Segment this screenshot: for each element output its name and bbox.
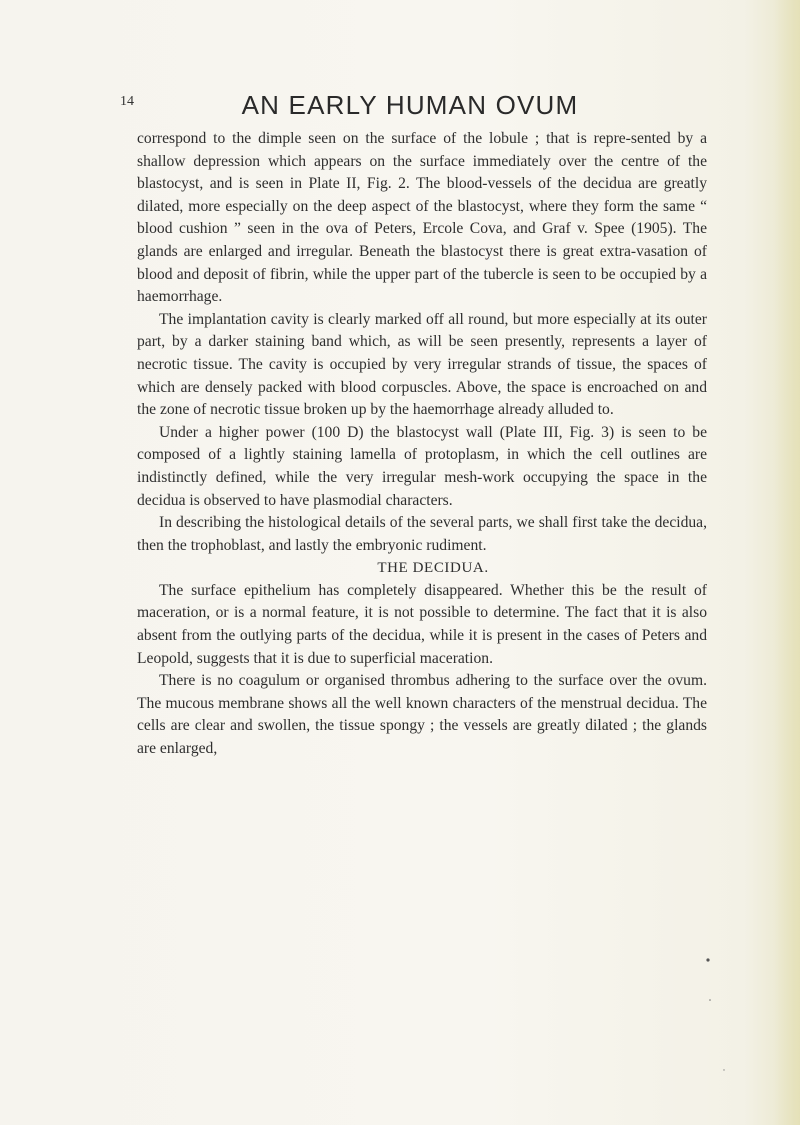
page-number: 14 [120, 94, 134, 109]
paragraph-5: The surface epithelium has completely disappeared. Whether this be the result of maceration, or is a normal feature, it is not possible to determine. The fact that it is also absent from the outlying parts of the decidua, while it is present in the cases of Peters and Leopold, suggests that it is due to superficial maceration. [137, 581, 707, 667]
paragraph-4: In describing the histological details of the several parts, we shall first take the decidua, then the trophoblast, and lastly the embryonic rudiment. [137, 514, 707, 554]
ink-speck [709, 999, 711, 1001]
paragraph-2: The implantation cavity is clearly marked off all round, but more especially at its outer part, by a darker staining band which, as will be seen presently, represents a layer of necrotic tissue. The cavity is occupied by very irregular strands of tissue, the spaces of which are densely packed with blood corpuscles. Above, the space is encroached on and the zone of necrotic tissue broken up by the haemorrhage already alluded to. [137, 310, 707, 419]
ink-speck [706, 958, 709, 961]
section-heading-decidua: THE DECIDUA. [377, 560, 489, 577]
running-title: AN EARLY HUMAN OVUM [241, 90, 579, 120]
paragraph-1: correspond to the dimple seen on the surface of the lobule ; that is repre-sented by a shallow depression which appears on the surface immediately over the centre of the blastocyst, and is seen in Plate II, Fig. 2. The blood-vessels of the decidua are greatly dilated, more especially on the deep aspect of the blastocyst, where they form the same “ blood cushion ” seen in the ova of Peters, Ercole Cova, and Graf v. Spee (1905). The glands are enlarged and irregular. Beneath the blastocyst there is great extra-vasation of blood and deposit of fibrin, while the upper part of the tubercle is seen to be occupied by a haemorrhage. [137, 130, 707, 306]
paragraph-3: Under a higher power (100 D) the blastocyst wall (Plate III, Fig. 3) is seen to be composed of a lightly staining lamella of protoplasm, in which the cell outlines are indistinctly defined, while the very irregular mesh-work occupying the space in the decidua is observed to have plasmodial characters. [137, 423, 707, 509]
paragraph-6: There is no coagulum or organised thrombus adhering to the surface over the ovum. The mucous membrane shows all the well known characters of the menstrual decidua. The cells are clear and swollen, the tissue spongy ; the vessels are greatly dilated ; the glands are enlarged, [137, 672, 707, 758]
ink-speck [723, 1069, 724, 1070]
page-header [120, 90, 700, 130]
body-text [137, 128, 707, 761]
page-edge-shading [774, 0, 800, 1125]
